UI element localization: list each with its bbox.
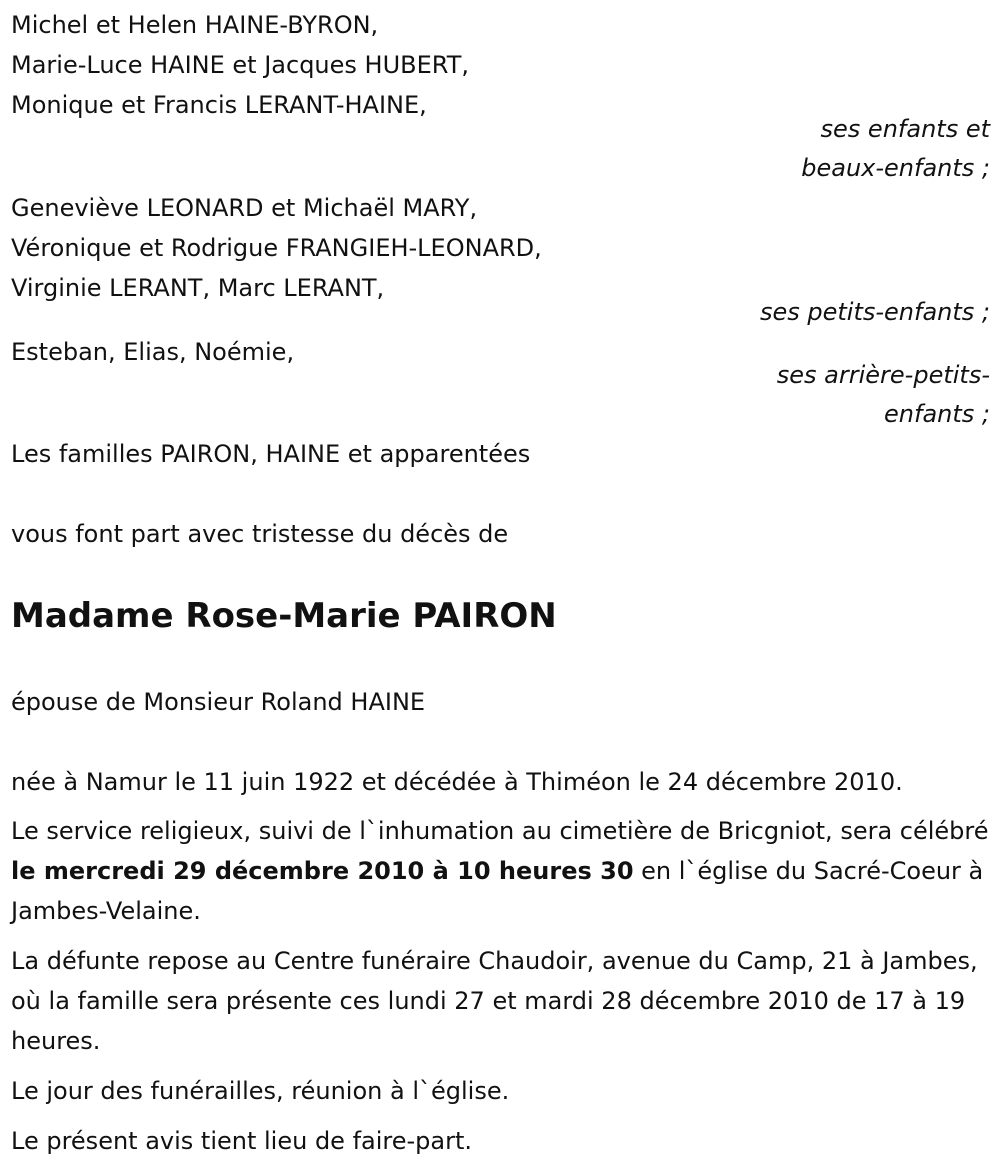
grandchild-line: Véronique et Rodrigue FRANGIEH-LEONARD, bbox=[11, 234, 542, 262]
birth-death-line: née à Namur le 11 juin 1922 et décédée à Thiméon le 24 décembre 2010. bbox=[11, 768, 903, 796]
service-paragraph bbox=[11, 811, 991, 931]
service-text: Le service religieux, suivi de l`inhumation au cimetière de Bricgniot, sera célébré bbox=[11, 817, 989, 845]
child-line: Michel et Helen HAINE-BYRON, bbox=[11, 11, 379, 39]
child-line: Monique et Francis LERANT-HAINE, bbox=[11, 91, 427, 119]
great-grandchildren-role: enfants ; bbox=[884, 400, 990, 428]
spouse-line: épouse de Monsieur Roland HAINE bbox=[11, 688, 426, 716]
child-line: Marie-Luce HAINE et Jacques HUBERT, bbox=[11, 51, 470, 79]
grandchild-line: Geneviève LEONARD et Michaël MARY, bbox=[11, 194, 478, 222]
deceased-name: Madame Rose-Marie PAIRON bbox=[11, 596, 557, 636]
service-date-time: le mercredi 29 décembre 2010 à 10 heures 30 bbox=[11, 857, 634, 885]
service-location: en l`église du Sacré-Coeur à Jambes-Velaine. bbox=[11, 857, 984, 925]
families-line: Les familles PAIRON, HAINE et apparentées bbox=[11, 440, 531, 468]
funeral-meeting-line: Le jour des funérailles, réunion à l`église. bbox=[11, 1077, 510, 1105]
notice-line: Le présent avis tient lieu de faire-part. bbox=[11, 1127, 473, 1155]
great-grandchildren-role: ses arrière-petits- bbox=[776, 361, 990, 389]
great-grandchildren: Esteban, Elias, Noémie, bbox=[11, 338, 295, 366]
children-role: beaux-enfants ; bbox=[801, 154, 990, 182]
announcement-line: vous font part avec tristesse du décès de bbox=[11, 520, 509, 548]
children-role: ses enfants et bbox=[820, 115, 990, 143]
grandchildren-role: ses petits-enfants ; bbox=[759, 298, 990, 326]
repose-paragraph: La défunte repose au Centre funéraire Chaudoir, avenue du Camp, 21 à Jambes, où la famille sera présente ces lundi 27 et mardi 28 décembre 2010 de 17 à 19 heures. bbox=[11, 947, 978, 1055]
grandchild-line: Virginie LERANT, Marc LERANT, bbox=[11, 274, 385, 302]
